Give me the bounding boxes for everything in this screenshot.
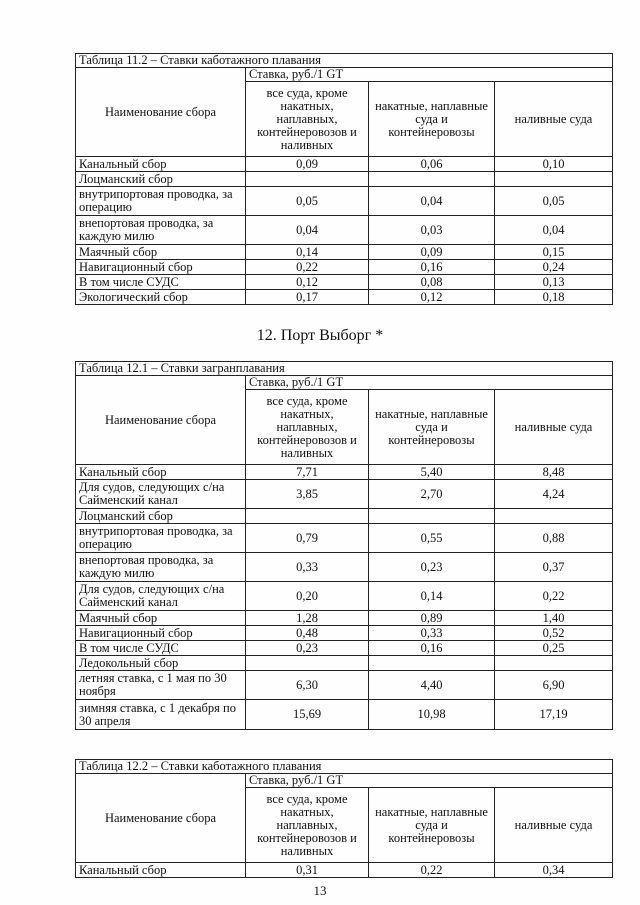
- cell-value: 1,28: [246, 611, 369, 626]
- cell-value: 0,05: [246, 187, 369, 216]
- row-name: Ледокольный сбор: [76, 656, 246, 671]
- column-header-roro-containers: накатные, наплавные суда и контейнеровозы: [369, 82, 495, 157]
- table-row: [76, 582, 613, 611]
- cell-value: 0,12: [246, 275, 369, 290]
- name-column-header: Наименование сбора: [76, 376, 246, 465]
- cell-value: 0,37: [495, 553, 613, 582]
- cell-value: 0,16: [369, 260, 495, 275]
- cell-value: 4,24: [495, 480, 613, 509]
- cell-value: [369, 172, 495, 187]
- cell-value: 2,70: [369, 480, 495, 509]
- table-11-2: [75, 53, 613, 305]
- cell-value: [369, 656, 495, 671]
- cell-value: [495, 509, 613, 524]
- table-row: [76, 626, 613, 641]
- table-row: [76, 509, 613, 524]
- row-name: зимняя ставка, с 1 декабря по 30 апреля: [76, 700, 246, 730]
- cell-value: 0,17: [246, 290, 369, 305]
- cell-value: 10,98: [369, 700, 495, 730]
- table-caption: Таблица 12.2 – Ставки каботажного плавания: [76, 760, 613, 774]
- cell-value: [246, 172, 369, 187]
- cell-value: 5,40: [369, 465, 495, 480]
- cell-value: 0,04: [495, 216, 613, 245]
- table-row: [76, 187, 613, 216]
- table-row: [76, 656, 613, 671]
- cell-value: 17,19: [495, 700, 613, 730]
- cell-value: [246, 656, 369, 671]
- row-name: внутрипортовая проводка, за операцию: [76, 187, 246, 216]
- cell-value: 0,12: [369, 290, 495, 305]
- row-name: Канальный сбор: [76, 465, 246, 480]
- table-caption: Таблица 11.2 – Ставки каботажного плавания: [76, 54, 613, 68]
- cell-value: [495, 172, 613, 187]
- cell-value: 0,52: [495, 626, 613, 641]
- cell-value: 0,88: [495, 524, 613, 553]
- table-row: [76, 863, 613, 878]
- rate-header: Ставка, руб./1 GT: [246, 376, 613, 390]
- row-name: Канальный сбор: [76, 157, 246, 172]
- table-row: [76, 611, 613, 626]
- cell-value: 15,69: [246, 700, 369, 730]
- column-header-tankers: наливные суда: [495, 390, 613, 465]
- cell-value: 0,22: [495, 582, 613, 611]
- cell-value: 0,25: [495, 641, 613, 656]
- column-header-all-vessels: все суда, кроме накатных, наплавных, контейнеровозов и наливных: [246, 390, 369, 465]
- column-header-roro-containers: накатные, наплавные суда и контейнеровозы: [369, 390, 495, 465]
- rate-header: Ставка, руб./1 GT: [246, 774, 613, 788]
- cell-value: 0,31: [246, 863, 369, 878]
- page-number: 13: [313, 883, 327, 898]
- cell-value: 0,06: [369, 157, 495, 172]
- cell-value: [495, 656, 613, 671]
- cell-value: 6,90: [495, 671, 613, 700]
- name-column-header: Наименование сбора: [76, 68, 246, 157]
- cell-value: [369, 509, 495, 524]
- row-name: Маячный сбор: [76, 611, 246, 626]
- row-name: Лоцманский сбор: [76, 509, 246, 524]
- cell-value: 8,48: [495, 465, 613, 480]
- cell-value: 0,79: [246, 524, 369, 553]
- cell-value: 0,08: [369, 275, 495, 290]
- cell-value: 0,22: [246, 260, 369, 275]
- table-12-2: [75, 759, 613, 878]
- cell-value: 4,40: [369, 671, 495, 700]
- row-name: внепортовая проводка, за каждую милю: [76, 216, 246, 245]
- column-header-roro-containers: накатные, наплавные суда и контейнеровозы: [369, 788, 495, 863]
- table-row: [76, 157, 613, 172]
- row-name: Для судов, следующих с/на Сайменский канал: [76, 582, 246, 611]
- table-row: [76, 290, 613, 305]
- table-row: [76, 172, 613, 187]
- table-row: [76, 465, 613, 480]
- row-name: В том числе СУДС: [76, 275, 246, 290]
- cell-value: 0,09: [369, 245, 495, 260]
- column-header-all-vessels: все суда, кроме накатных, наплавных, контейнеровозов и наливных: [246, 82, 369, 157]
- cell-value: 0,09: [246, 157, 369, 172]
- cell-value: 0,15: [495, 245, 613, 260]
- row-name: Лоцманский сбор: [76, 172, 246, 187]
- cell-value: [246, 509, 369, 524]
- table-row: [76, 524, 613, 553]
- cell-value: 0,03: [369, 216, 495, 245]
- row-name: внепортовая проводка, за каждую милю: [76, 553, 246, 582]
- row-name: Маячный сбор: [76, 245, 246, 260]
- cell-value: 0,18: [495, 290, 613, 305]
- column-header-all-vessels: все суда, кроме накатных, наплавных, контейнеровозов и наливных: [246, 788, 369, 863]
- table-row: [76, 216, 613, 245]
- section-title: 12. Порт Выборг *: [256, 327, 384, 344]
- table-12-1: [75, 361, 613, 730]
- cell-value: 0,24: [495, 260, 613, 275]
- row-name: Навигационный сбор: [76, 260, 246, 275]
- table-caption: Таблица 12.1 – Ставки загранплавания: [76, 362, 613, 376]
- rate-header: Ставка, руб./1 GT: [246, 68, 613, 82]
- cell-value: 0,33: [369, 626, 495, 641]
- cell-value: 0,14: [246, 245, 369, 260]
- row-name: В том числе СУДС: [76, 641, 246, 656]
- table-row: [76, 245, 613, 260]
- cell-value: 0,23: [369, 553, 495, 582]
- table-row: [76, 480, 613, 509]
- row-name: Канальный сбор: [76, 863, 246, 878]
- cell-value: 6,30: [246, 671, 369, 700]
- row-name: внутрипортовая проводка, за операцию: [76, 524, 246, 553]
- table-row: [76, 671, 613, 700]
- cell-value: 0,34: [495, 863, 613, 878]
- cell-value: 3,85: [246, 480, 369, 509]
- cell-value: 0,22: [369, 863, 495, 878]
- cell-value: 0,10: [495, 157, 613, 172]
- row-name: Навигационный сбор: [76, 626, 246, 641]
- cell-value: 0,14: [369, 582, 495, 611]
- table-row: [76, 260, 613, 275]
- table-row: [76, 641, 613, 656]
- cell-value: 0,13: [495, 275, 613, 290]
- table-row: [76, 553, 613, 582]
- row-name: Экологический сбор: [76, 290, 246, 305]
- cell-value: 0,05: [495, 187, 613, 216]
- cell-value: 0,04: [369, 187, 495, 216]
- cell-value: 0,20: [246, 582, 369, 611]
- cell-value: 0,16: [369, 641, 495, 656]
- table-row: [76, 700, 613, 730]
- column-header-tankers: наливные суда: [495, 82, 613, 157]
- cell-value: 0,48: [246, 626, 369, 641]
- column-header-tankers: наливные суда: [495, 788, 613, 863]
- table-row: [76, 275, 613, 290]
- cell-value: 0,04: [246, 216, 369, 245]
- row-name: летняя ставка, с 1 мая по 30 ноября: [76, 671, 246, 700]
- row-name: Для судов, следующих с/на Сайменский канал: [76, 480, 246, 509]
- cell-value: 0,23: [246, 641, 369, 656]
- cell-value: 1,40: [495, 611, 613, 626]
- cell-value: 0,89: [369, 611, 495, 626]
- cell-value: 0,55: [369, 524, 495, 553]
- name-column-header: Наименование сбора: [76, 774, 246, 863]
- cell-value: 0,33: [246, 553, 369, 582]
- cell-value: 7,71: [246, 465, 369, 480]
